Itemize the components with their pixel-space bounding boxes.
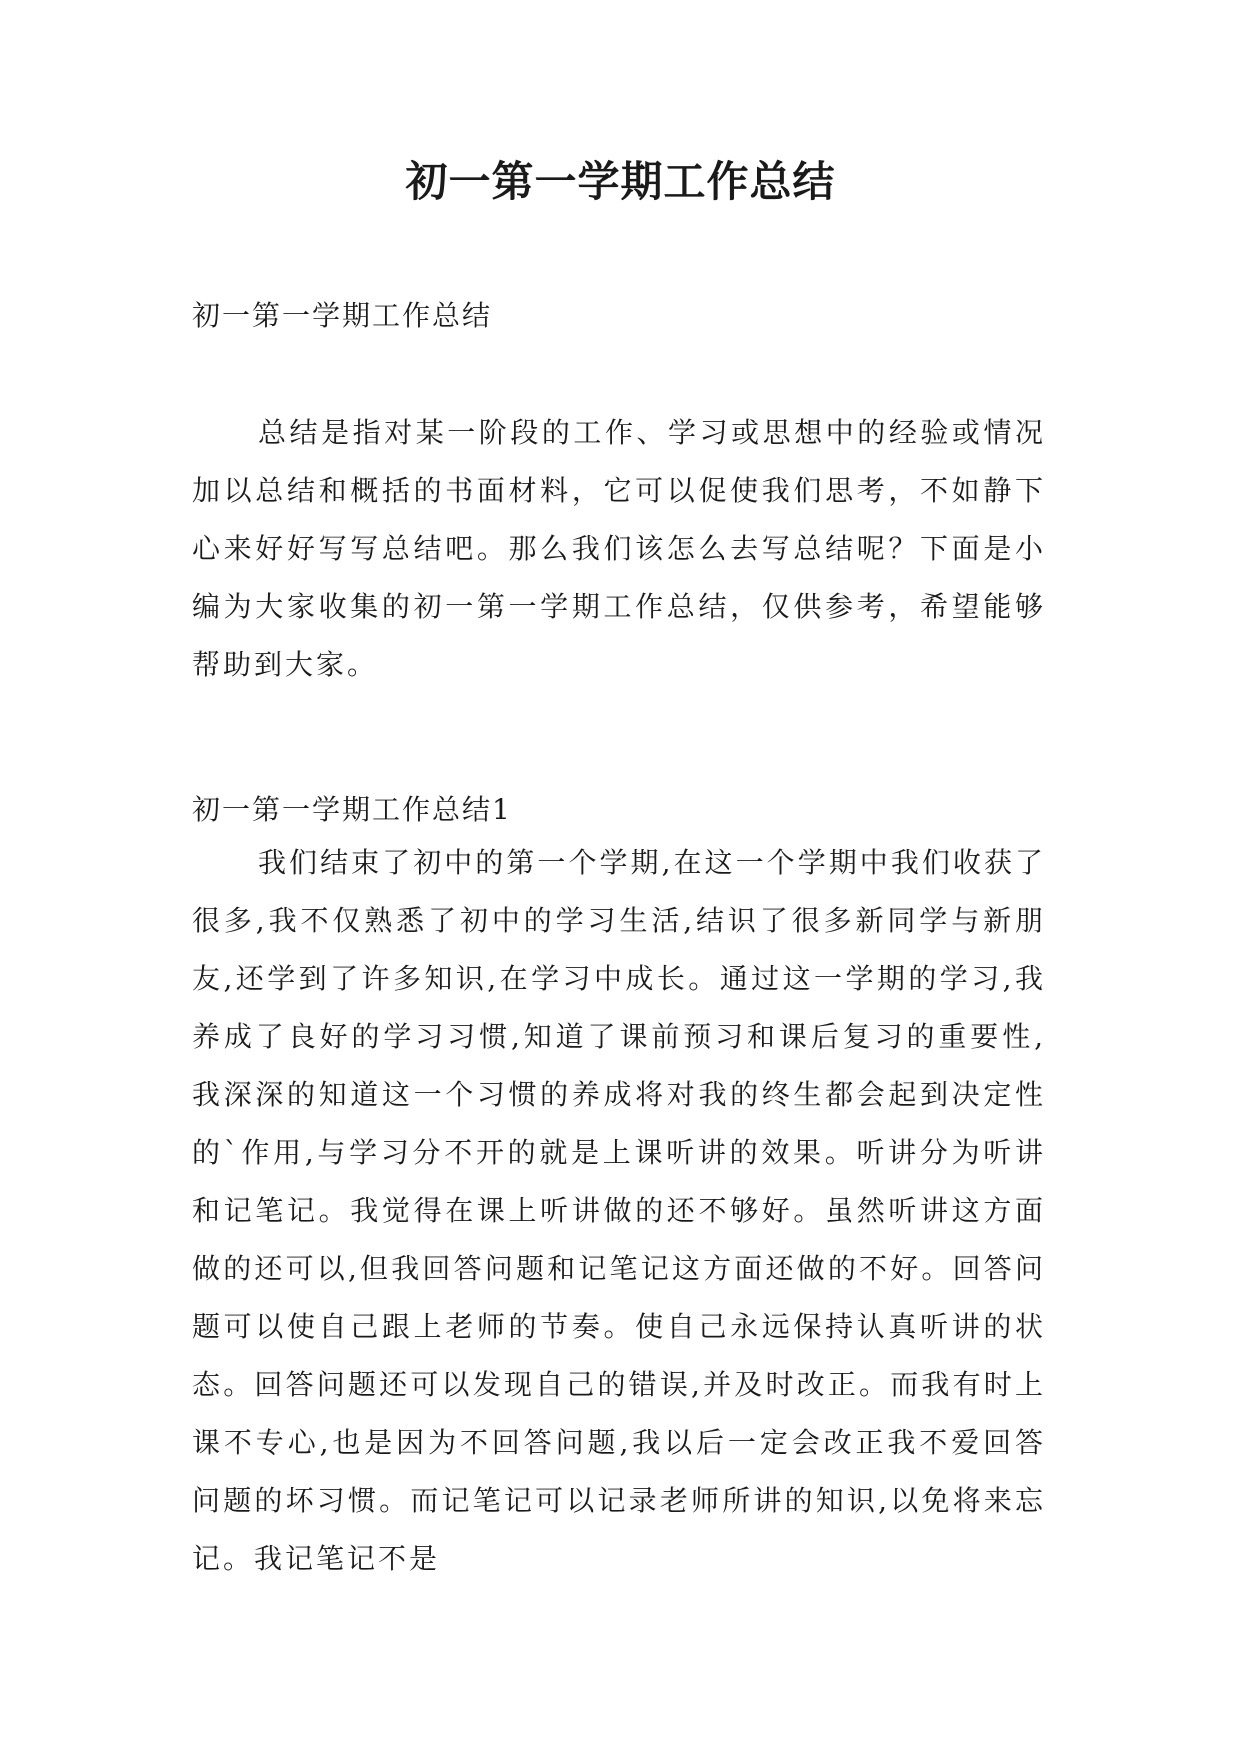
section-1-heading: 初一第一学期工作总结1 <box>192 793 512 826</box>
section-1-paragraph: 我们结束了初中的第一个学期,在这一个学期中我们收获了很多,我不仅熟悉了初中的学习生活,结识了很多新同学与新朋友,还学到了许多知识,在学习中成长。通过这一学期的学习,我养成了良好的学习习惯,知道了课前预习和课后复习的重要性,我深深的知道这一个习惯的养成将对我的终生都会起到决定性的`作用,与学习分不开的就是上课听讲的效果。听讲分为听讲和记笔记。我觉得在课上听讲做的还不够好。虽然听讲这方面做的还可以,但我回答问题和记笔记这方面还做的不好。回答问题可以使自己跟上老师的节奏。使自己永远保持认真听讲的状态。回答问题还可以发现自己的错误,并及时改正。而我有时上课不专心,也是因为不回答问题,我以后一定会改正我不爱回答问题的坏习惯。而记笔记可以记录老师所讲的知识,以免将来忘记。我记笔记不是 <box>192 846 1046 1575</box>
intro-paragraph: 总结是指对某一阶段的工作、学习或思想中的经验或情况加以总结和概括的书面材料，它可以促使我们思考，不如静下心来好好写写总结吧。那么我们该怎么去写总结呢？下面是小编为大家收集的初一第一学期工作总结，仅供参考，希望能够帮助到大家。 <box>192 416 1046 681</box>
document-subtitle: 初一第一学期工作总结 <box>192 299 493 332</box>
document-title: 初一第一学期工作总结 <box>405 157 836 206</box>
